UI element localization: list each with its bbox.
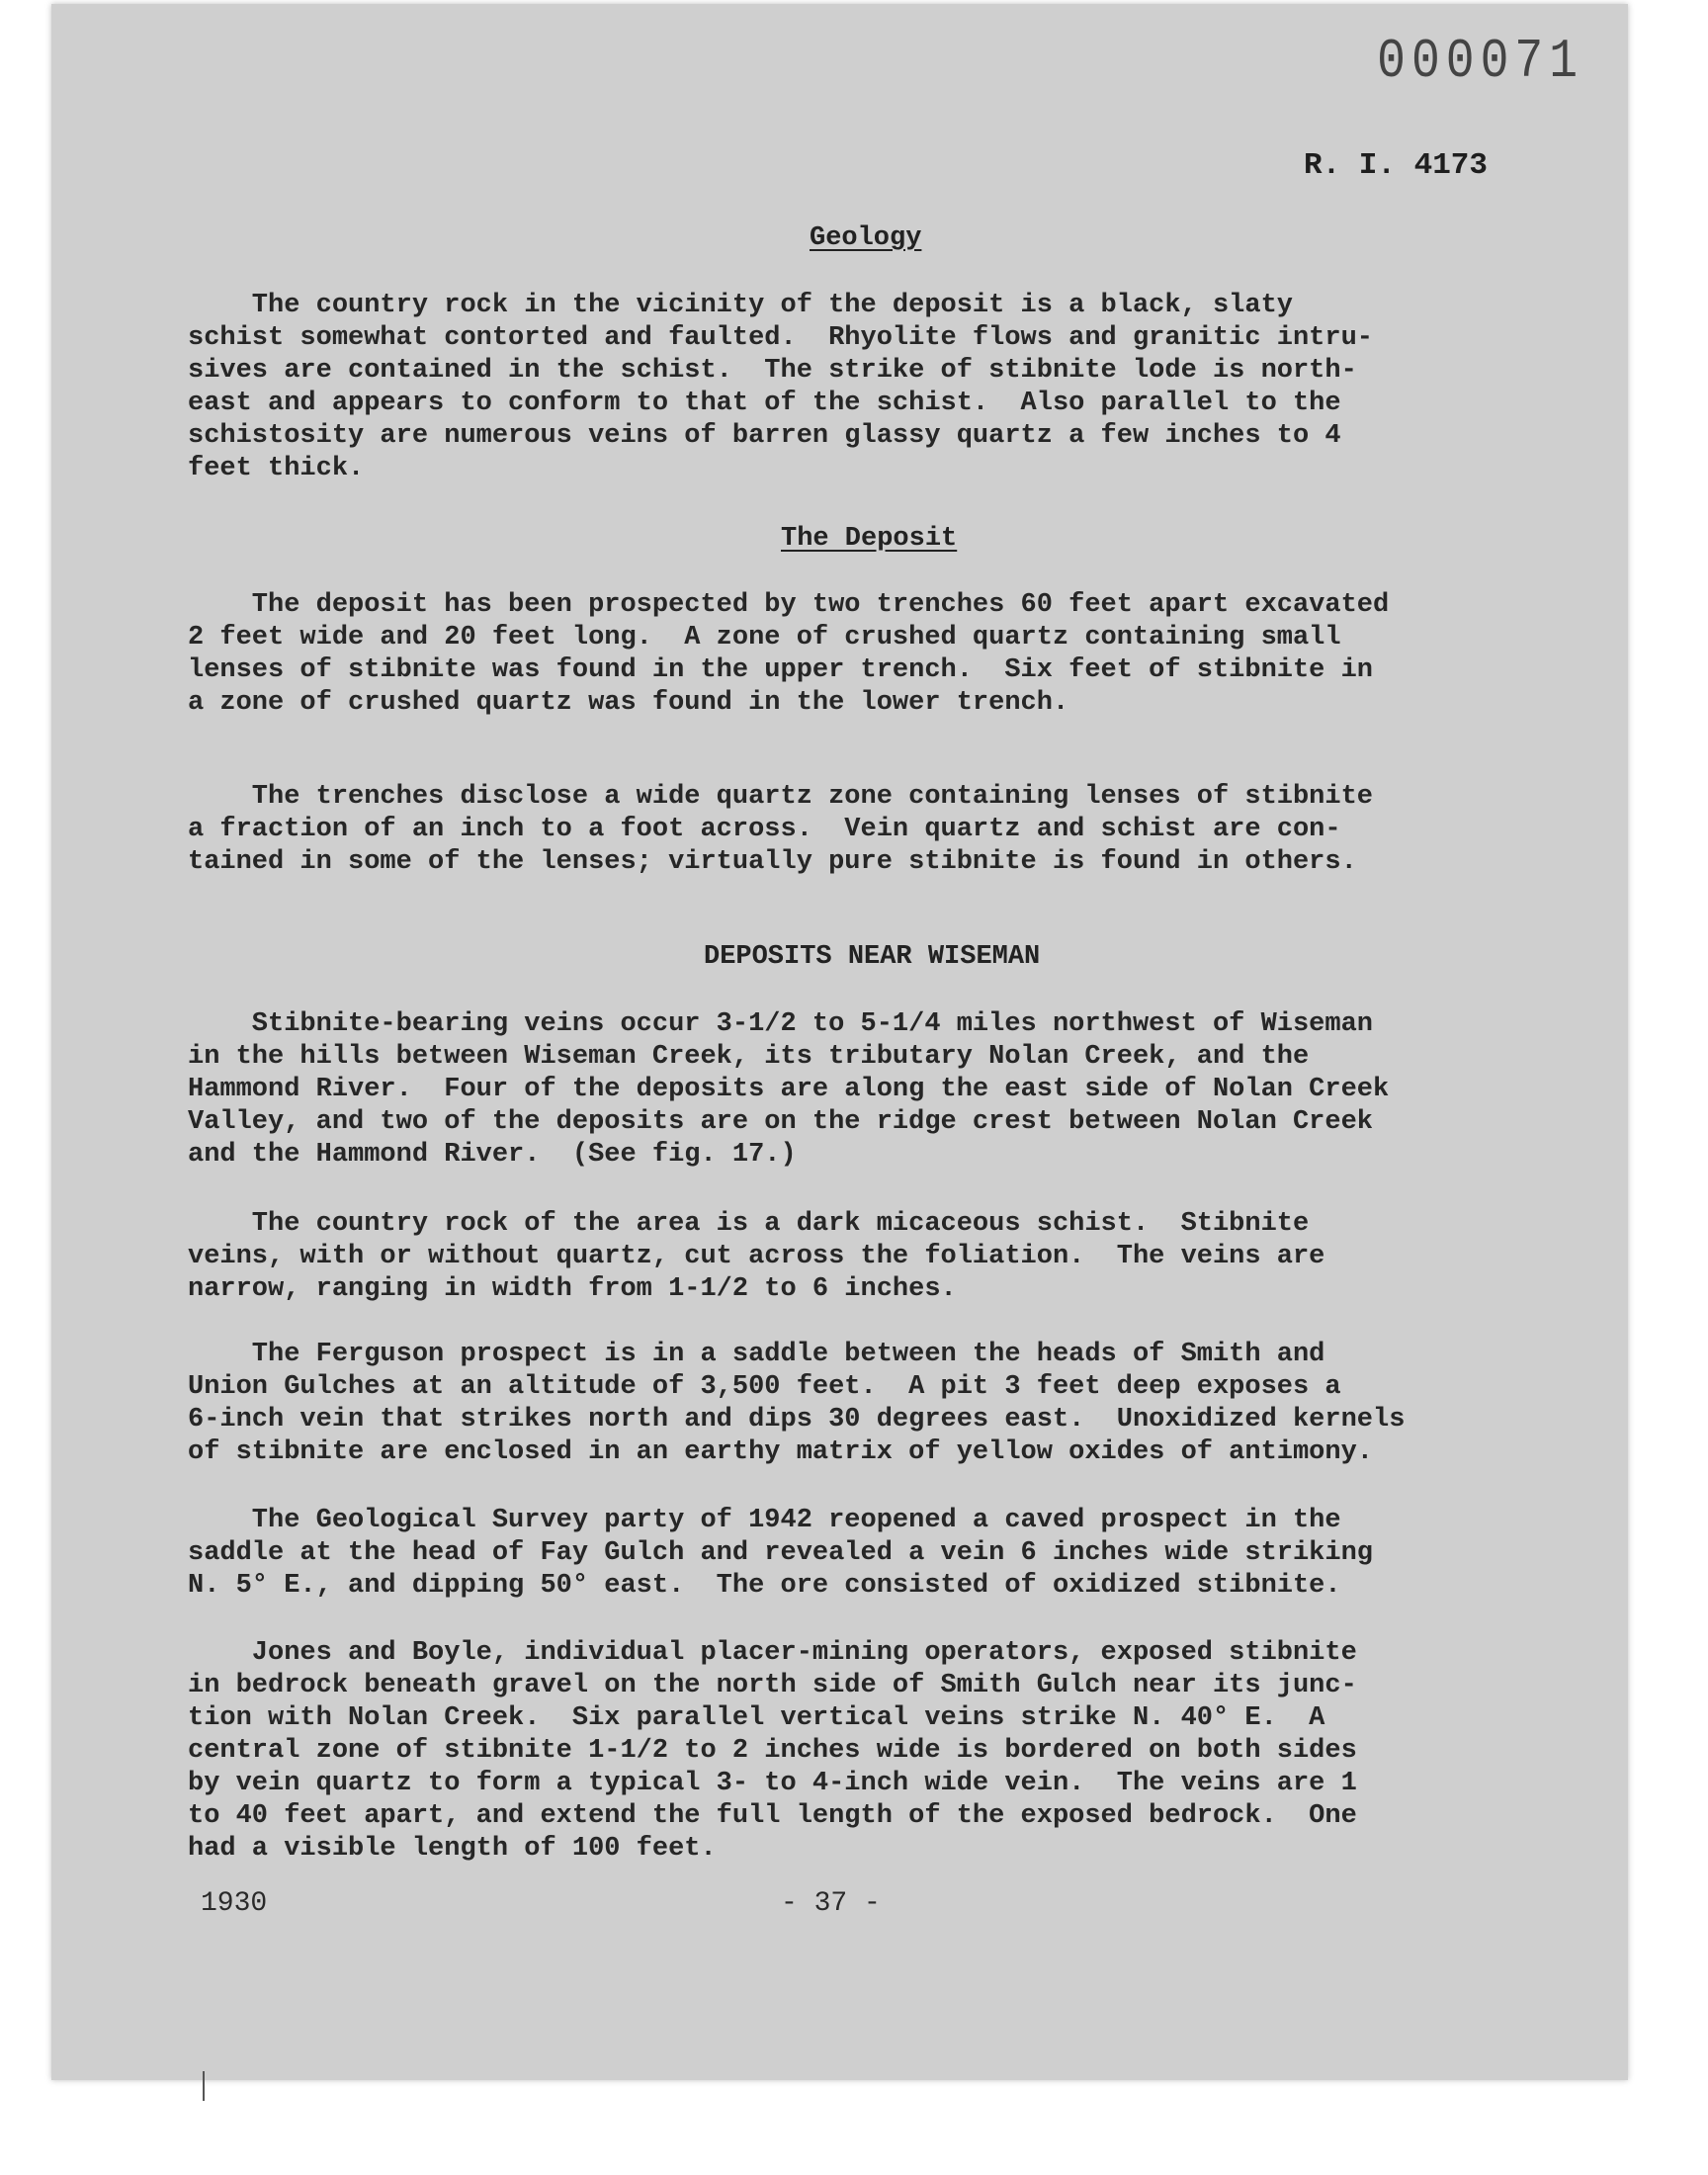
page-number: - 37 - (781, 1888, 881, 1919)
paragraph-deposit-1: The deposit has been prospected by two trenches 60 feet apart excavated 2 feet wide and 20 feet long. A zone of crushed quartz containing small lenses of stibnite was found in the upper trench. Six feet of stibnite in a zone of crushed quartz was found in the lower trench. (188, 590, 1390, 718)
footer-code: 1930 (201, 1888, 268, 1919)
scan-margin-mark (203, 2071, 205, 2101)
paragraph-wiseman-1: Stibnite-bearing veins occur 3-1/2 to 5-1/4 miles northwest of Wiseman in the hills between Wiseman Creek, its tributary Nolan Creek, and the Hammond River. Four of the deposits are along the east side of Nolan Creek Valley, and two of the deposits are on the ridge crest between Nolan Creek and the Hammond River. (See fig. 17.) (188, 1009, 1390, 1170)
paragraph-deposit-2: The trenches disclose a wide quartz zone containing lenses of stibnite a fraction of an inch to a foot across. Vein quartz and schist are con- tained in some of the lenses; virtually pure stibnite is found in others. (188, 782, 1373, 877)
paragraph-wiseman-2: The country rock of the area is a dark micaceous schist. Stibnite veins, with or without quartz, cut across the foliation. The veins are narrow, ranging in width from 1-1/2 to 6 inches. (188, 1209, 1325, 1304)
paragraph-jones-boyle: Jones and Boyle, individual placer-mining operators, exposed stibnite in bedrock beneath gravel on the north side of Smith Gulch near its junc- tion with Nolan Creek. Six parallel vertical veins strike N. 40° E. A central zone of stibnite 1-1/2 to 2 inches wide is bordered on both sides by vein quartz to form a typical 3- to 4-inch wide vein. The veins are 1 to 40 feet apart, and extend the full length of the exposed bedrock. One had a visible length of 100 feet. (188, 1638, 1357, 1864)
document-id-stamp: 000071 (1377, 31, 1583, 94)
report-number: R. I. 4173 (1303, 148, 1488, 183)
heading-the-deposit: The Deposit (781, 524, 958, 554)
paragraph-geology: The country rock in the vicinity of the deposit is a black, slaty schist somewhat contorted and faulted. Rhyolite flows and granitic intru- sives are contained in the schist. The strike of stibnite lode is north- east and appears to conform to that of the schist. Also parallel to the schistosity are numerous veins of barren glassy quartz a few inches to 4 feet thick. (188, 291, 1373, 483)
paragraph-fay-gulch: The Geological Survey party of 1942 reopened a caved prospect in the saddle at the head of Fay Gulch and revealed a vein 6 inches wide striking N. 5° E., and dipping 50° east. The ore consisted of oxidized stibnite. (188, 1506, 1373, 1601)
heading-geology: Geology (810, 223, 922, 253)
heading-deposits-near-wiseman: DEPOSITS NEAR WISEMAN (704, 942, 1041, 972)
paragraph-ferguson-prospect: The Ferguson prospect is in a saddle between the heads of Smith and Union Gulches at an altitude of 3,500 feet. A pit 3 feet deep exposes a 6-inch vein that strikes north and dips 30 degrees east. Unoxidized kernels of stibnite are enclosed in an earthy matrix of yellow oxides of antimony. (188, 1340, 1406, 1467)
